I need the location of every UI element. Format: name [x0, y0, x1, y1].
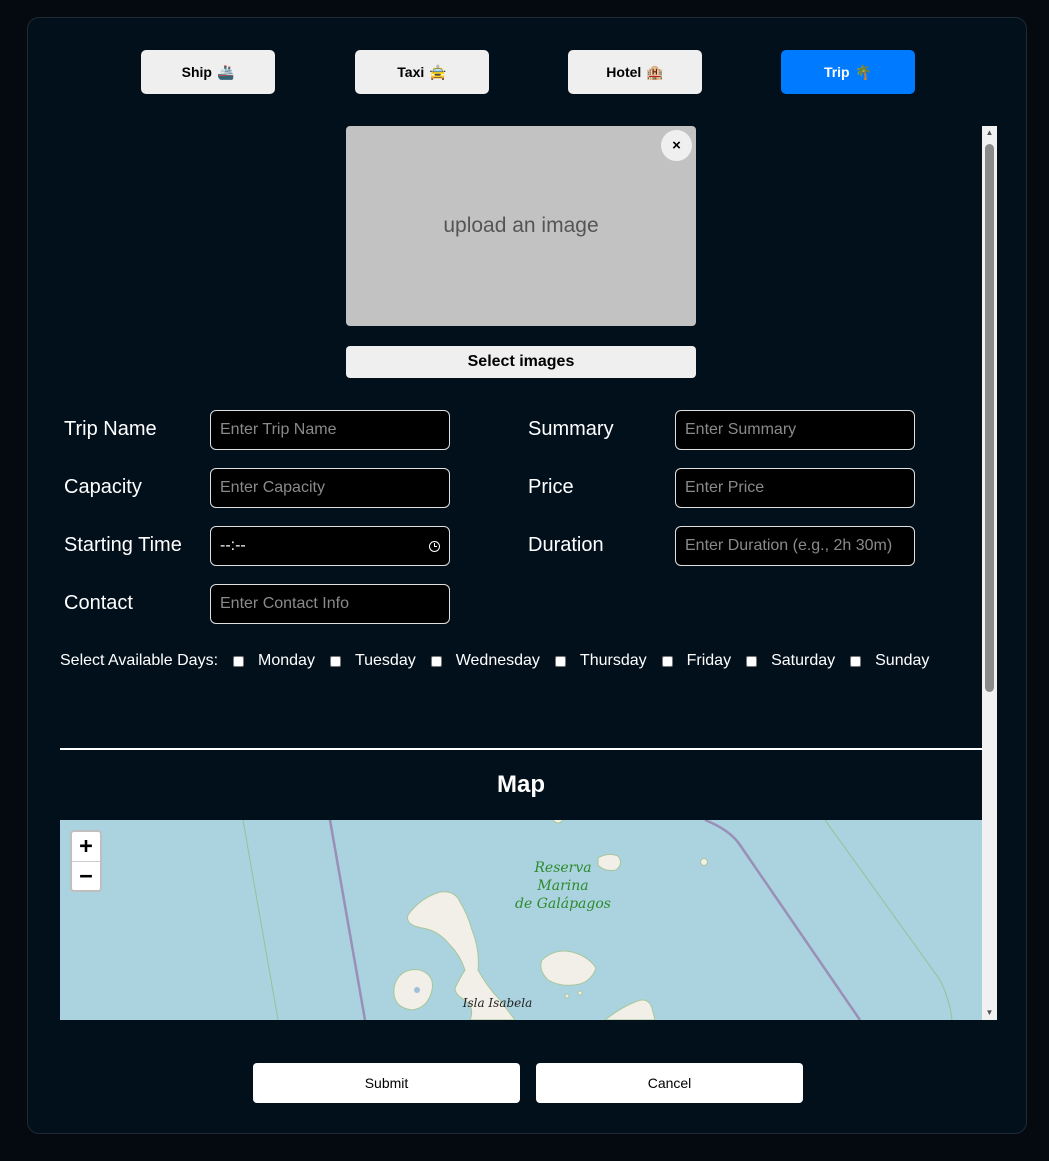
- ship-icon: 🚢: [216, 63, 235, 80]
- upload-placeholder: upload an image: [443, 214, 599, 237]
- map-zoom-control: [70, 830, 102, 892]
- trip-name-label: Trip Name: [64, 418, 157, 440]
- tab-taxi[interactable]: [355, 50, 489, 94]
- remove-image-button[interactable]: [661, 130, 692, 161]
- map-label-isla-isabela: Isla Isabela: [462, 996, 533, 1010]
- duration-placeholder: Enter Duration (e.g., 2h 30m): [685, 537, 893, 554]
- capacity-label: Capacity: [64, 476, 142, 498]
- taxi-icon: 🚖: [429, 63, 447, 80]
- image-upload-area[interactable]: [346, 126, 696, 326]
- tab-hotel-label: Hotel: [606, 64, 642, 80]
- tab-hotel[interactable]: [568, 50, 702, 94]
- contact-label: Contact: [64, 592, 133, 614]
- contact-input[interactable]: [210, 584, 450, 624]
- duration-input[interactable]: [675, 526, 915, 566]
- starting-time-value: --:--: [220, 537, 246, 554]
- tab-ship[interactable]: [141, 50, 275, 94]
- day-checkbox-saturday[interactable]: [746, 656, 757, 667]
- day-label-friday: Friday: [686, 652, 732, 669]
- day-checkbox-sunday[interactable]: [850, 656, 861, 667]
- scroll-down-arrow-icon[interactable]: ▼: [985, 1008, 994, 1017]
- day-checkbox-tuesday[interactable]: [330, 656, 341, 667]
- scrollbar-thumb[interactable]: [985, 144, 994, 692]
- close-icon: ×: [672, 137, 681, 154]
- summary-input[interactable]: [675, 410, 915, 450]
- palm-tree-icon: 🌴: [854, 63, 873, 80]
- hotel-icon: 🏨: [646, 63, 664, 80]
- day-label-sunday: Sunday: [875, 652, 930, 669]
- day-checkbox-monday[interactable]: [233, 656, 244, 667]
- zoom-out-button[interactable]: −: [72, 861, 100, 891]
- cancel-button[interactable]: Cancel: [536, 1063, 803, 1103]
- capacity-placeholder: Enter Capacity: [220, 479, 325, 496]
- form-scroll-area[interactable]: [60, 126, 997, 1020]
- capacity-input[interactable]: [210, 468, 450, 508]
- map-label-reserve-line1: Reserva: [534, 860, 592, 876]
- trip-name-placeholder: Enter Trip Name: [220, 421, 337, 438]
- day-checkbox-thursday[interactable]: [555, 656, 566, 667]
- day-checkbox-wednesday[interactable]: [431, 656, 442, 667]
- day-checkbox-friday[interactable]: [662, 656, 673, 667]
- summary-placeholder: Enter Summary: [685, 421, 797, 438]
- section-divider: [60, 748, 982, 750]
- trip-form-modal: [27, 17, 1027, 1134]
- trip-name-input[interactable]: [210, 410, 450, 450]
- day-label-tuesday: Tuesday: [354, 652, 416, 669]
- map-label-reserve-line2: Marina: [537, 878, 589, 894]
- map[interactable]: [60, 820, 982, 1020]
- starting-time-label: Starting Time: [64, 534, 182, 556]
- available-days: [60, 650, 929, 672]
- day-label-monday: Monday: [258, 652, 315, 669]
- price-placeholder: Enter Price: [685, 479, 765, 496]
- available-days-label: Select Available Days:: [60, 652, 219, 669]
- zoom-in-button[interactable]: +: [79, 834, 93, 859]
- tab-taxi-label: Taxi: [397, 64, 425, 80]
- price-input[interactable]: [675, 468, 915, 508]
- submit-button[interactable]: Submit: [253, 1063, 520, 1103]
- duration-label: Duration: [528, 534, 604, 556]
- select-images-button[interactable]: Select images: [346, 346, 696, 378]
- map-label-reserve: [508, 859, 618, 913]
- tab-trip-label: Trip: [823, 64, 850, 80]
- form-scrollbar[interactable]: [982, 126, 997, 1020]
- price-label: Price: [528, 476, 574, 498]
- starting-time-input[interactable]: [210, 526, 450, 566]
- day-label-thursday: Thursday: [579, 652, 647, 669]
- map-label-reserve-line3: de Galápagos: [515, 896, 611, 912]
- map-tiles: [60, 820, 982, 1020]
- map-title: Map: [497, 771, 545, 798]
- clock-icon[interactable]: [429, 541, 440, 552]
- day-label-saturday: Saturday: [771, 652, 836, 669]
- summary-label: Summary: [528, 418, 614, 440]
- tab-trip[interactable]: [781, 50, 915, 94]
- day-label-wednesday: Wednesday: [455, 652, 540, 669]
- scroll-up-arrow-icon[interactable]: ▲: [985, 128, 994, 137]
- contact-placeholder: Enter Contact Info: [220, 595, 349, 612]
- tab-ship-label: Ship: [181, 64, 212, 80]
